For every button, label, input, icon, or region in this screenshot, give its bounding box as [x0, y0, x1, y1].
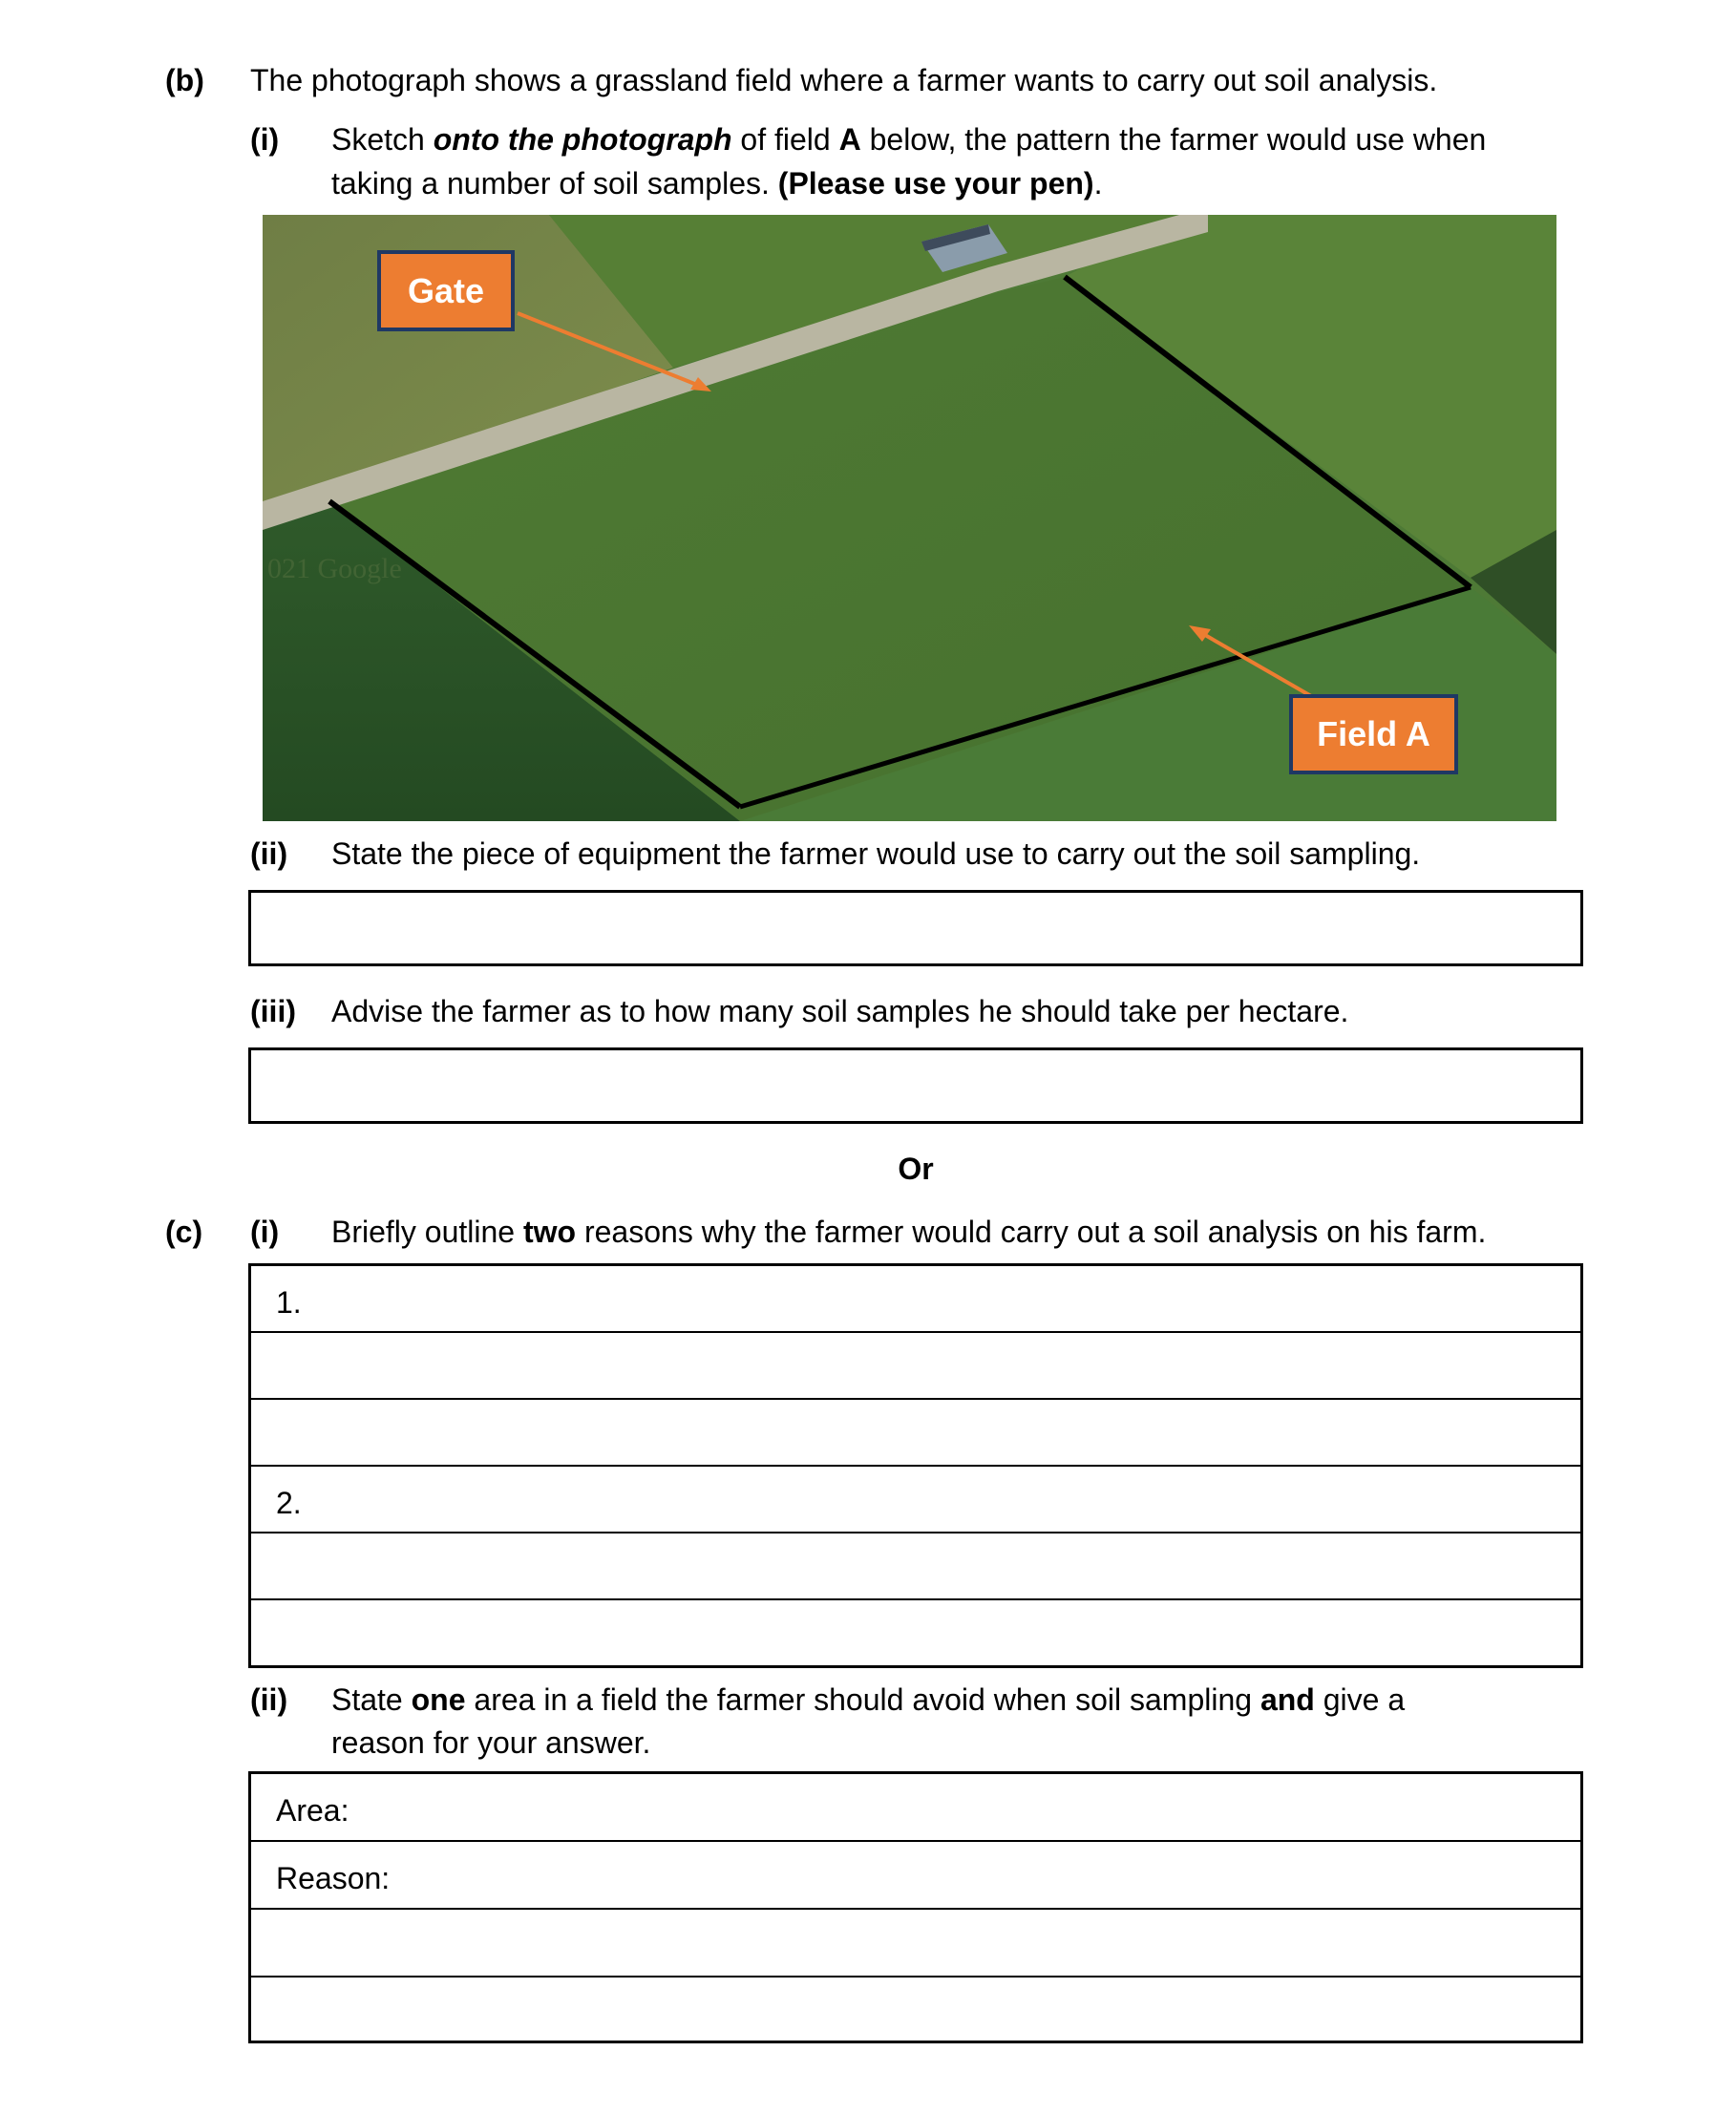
reason-2-row[interactable] [251, 1467, 1580, 1533]
q-c-ii-line2: reason for your answer. [331, 1725, 651, 1760]
part-b-label: (b) [165, 63, 204, 97]
reason-2-line-2[interactable] [251, 1533, 1580, 1600]
part-c-label: (c) [165, 1215, 203, 1249]
reason-2-line-3[interactable] [251, 1600, 1580, 1665]
part-b-intro: The photograph shows a grassland field where a farmer wants to carry out soil analysis. [250, 63, 1438, 97]
q-c-ii-emphasis-one: one [411, 1682, 466, 1717]
row-label: Reason: [276, 1861, 391, 1895]
gate-callout: Gate [377, 250, 515, 331]
reason-line-3[interactable] [251, 1978, 1580, 2041]
reason-1-row[interactable] [251, 1266, 1580, 1333]
q-b-ii-label: (ii) [250, 836, 288, 871]
q-c-i-text [331, 1211, 1486, 1253]
q-c-ii-text-3: give a [1314, 1682, 1406, 1717]
reason-line-2[interactable] [251, 1910, 1580, 1978]
area-reason-answer-table [248, 1771, 1583, 2043]
q-c-i-label: (i) [250, 1215, 280, 1249]
q-c-ii-label: (ii) [250, 1682, 288, 1717]
field-a-callout: Field A [1289, 694, 1458, 774]
q-b-i-field-letter: A [838, 122, 861, 157]
reason-1-line-2[interactable] [251, 1333, 1580, 1400]
q-b-i-text [331, 118, 1486, 160]
reasons-answer-table [248, 1263, 1583, 1668]
q-b-i-pen-note: (Please use your pen) [777, 166, 1094, 201]
google-watermark: 021 Google [267, 553, 402, 584]
q-b-i-line2 [331, 162, 1102, 204]
q-c-ii-text-1: State [331, 1682, 412, 1717]
reason-row[interactable] [251, 1842, 1580, 1910]
samples-per-hectare-answer-box[interactable] [248, 1047, 1583, 1124]
area-row[interactable] [251, 1774, 1580, 1842]
q-b-i-text-3: of field [731, 122, 839, 157]
q-c-i-emphasis: two [522, 1215, 577, 1249]
q-b-iii-text: Advise the farmer as to how many soil samples he should take per hectare. [331, 994, 1349, 1028]
q-b-i-text-5: below, the pattern the farmer would use when [860, 122, 1487, 157]
row-label: 1. [276, 1285, 302, 1320]
row-label: Area: [276, 1793, 349, 1828]
q-c-ii-emphasis-and: and [1260, 1682, 1315, 1717]
q-c-ii-text [331, 1679, 1405, 1721]
q-b-i-text-1: Sketch [331, 122, 434, 157]
reason-1-line-3[interactable] [251, 1400, 1580, 1467]
q-b-i-emphasis: onto the photograph [433, 122, 732, 157]
field-photograph[interactable] [263, 215, 1556, 821]
row-label: 2. [276, 1486, 302, 1520]
q-b-iii-label: (iii) [250, 994, 296, 1028]
q-b-i-label: (i) [250, 122, 280, 157]
or-separator: Or [898, 1152, 934, 1186]
q-b-ii-text: State the piece of equipment the farmer would use to carry out the soil sampling. [331, 836, 1421, 871]
q-b-i-line2-text: taking a number of soil samples. [331, 166, 778, 201]
q-c-ii-text-2: area in a field the farmer should avoid when soil sampling [465, 1682, 1260, 1717]
equipment-answer-box[interactable] [248, 890, 1583, 966]
q-c-i-text-2: reasons why the farmer would carry out a soil analysis on his farm. [576, 1215, 1487, 1249]
q-c-i-text-1: Briefly outline [331, 1215, 523, 1249]
q-b-i-line2-end: . [1093, 166, 1103, 201]
